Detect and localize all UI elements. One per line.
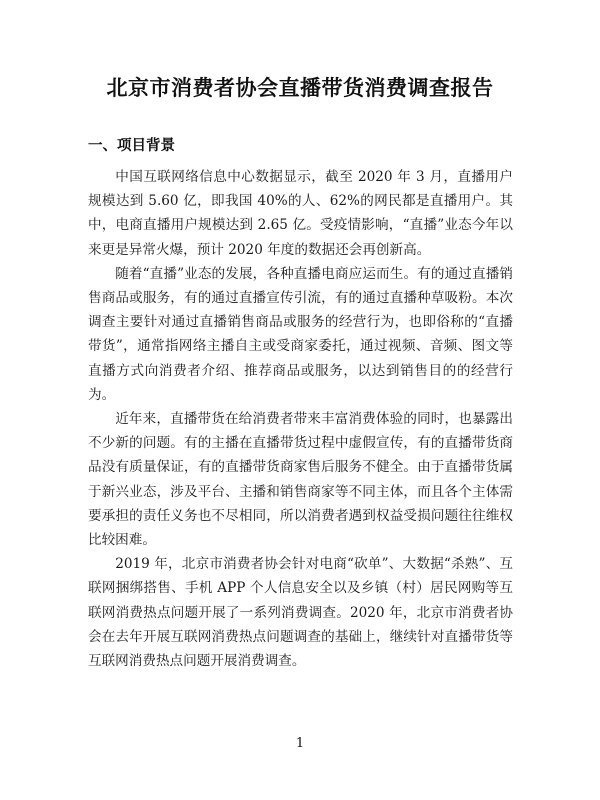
paragraph-4: 2019 年，北京市消费者协会针对电商“砍单”、大数据“杀熟”、互联网捆绑搭售、手机 APP 个人信息安全以及乡镇（村）居民网购等互联网消费热点问题开展了一系列消费调查。2020 年，北京市消费者协会在去年开展互联网消费热点问题调查的基础上，继续针对直播带货等互联网消费热点问题开展消费调查。 [88,556,513,670]
section-heading: 一、项目背景 [88,138,175,154]
paragraph-2: 随着“直播”业态的发展，各种直播电商应运而生。有的通过直播销售商品或服务，有的通过直播宣传引流，有的通过直播种草吸粉。本次调查主要针对通过直播销售商品或服务的经营行为，也即俗称的“直播带货”，通常指网络主播自主或受商家委托，通过视频、音频、图文等直播方式向消费者介绍、推荐商品或服务，以达到销售目的的经营行为。 [88,265,513,403]
paragraph-3: 近年来，直播带货在给消费者带来丰富消费体验的同时，也暴露出不少新的问题。有的主播在直播带货过程中虚假宣传，有的直播带货商品没有质量保证，有的直播带货商家售后服务不健全。由于直播带货属于新兴业态，涉及平台、主播和销售商家等不同主体，而且各个主体需要承担的责任义务也不尽相同，所以消费者遇到权益受损问题往往维权比较困难。 [88,411,513,549]
body-text [88,165,513,673]
paragraph-1: 中国互联网络信息中心数据显示，截至 2020 年 3 月，直播用户规模达到 5.60 亿，即我国 40%的人、62%的网民都是直播用户。其中，电商直播用户规模达到 2.65 亿。受疫情影响，“直播”业态今年以来更是异常火爆，预计 2020 年度的数据还会再创新高。 [88,169,513,258]
page-number: 1 [295,736,305,751]
document-title: 北京市消费者协会直播带货消费调查报告 [106,76,494,100]
